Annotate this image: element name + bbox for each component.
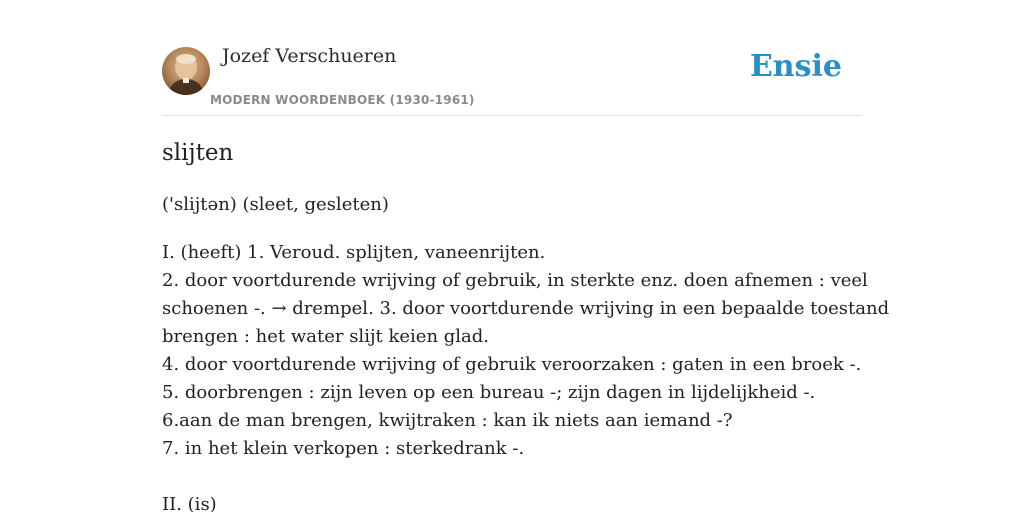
author-name[interactable]: Jozef Verschueren — [222, 45, 397, 67]
definition-line: 2. door voortdurende wrijving of gebruik, in sterkte enz. doen afnemen : veel — [162, 270, 868, 291]
brand-logo[interactable]: Ensie — [749, 49, 842, 84]
definition-line: II. (is) — [162, 494, 217, 512]
author-portrait-icon — [162, 47, 210, 95]
definition-line: I. (heeft) 1. Veroud. splijten, vaneenrijten. — [162, 242, 546, 263]
entry-header — [162, 0, 862, 116]
author-avatar[interactable] — [162, 47, 210, 95]
page-container — [162, 0, 890, 512]
definition-line: 5. doorbrengen : zijn leven op een bureau -; zijn dagen in lijdelijkheid -. — [162, 382, 816, 403]
definition-line: 7. in het klein verkopen : sterkedrank -. — [162, 438, 525, 459]
definition-line: brengen : het water slijt keien glad. — [162, 326, 490, 347]
definition-line: 6.aan de man brengen, kwijtraken : kan ik niets aan iemand -? — [162, 410, 733, 431]
source-label[interactable]: MODERN WOORDENBOEK (1930-1961) — [210, 93, 475, 107]
entry-title: slijten — [162, 140, 234, 166]
paragraph-gap — [162, 463, 862, 491]
definition-line: 4. door voortdurende wrijving of gebruik veroorzaken : gaten in een broek -. — [162, 354, 862, 375]
entry-definition — [162, 239, 890, 512]
entry-pronunciation: ('slijtən) (sleet, gesleten) — [162, 194, 389, 215]
definition-line: schoenen -. → drempel. 3. door voortdurende wrijving in een bepaalde toestand — [162, 298, 890, 319]
